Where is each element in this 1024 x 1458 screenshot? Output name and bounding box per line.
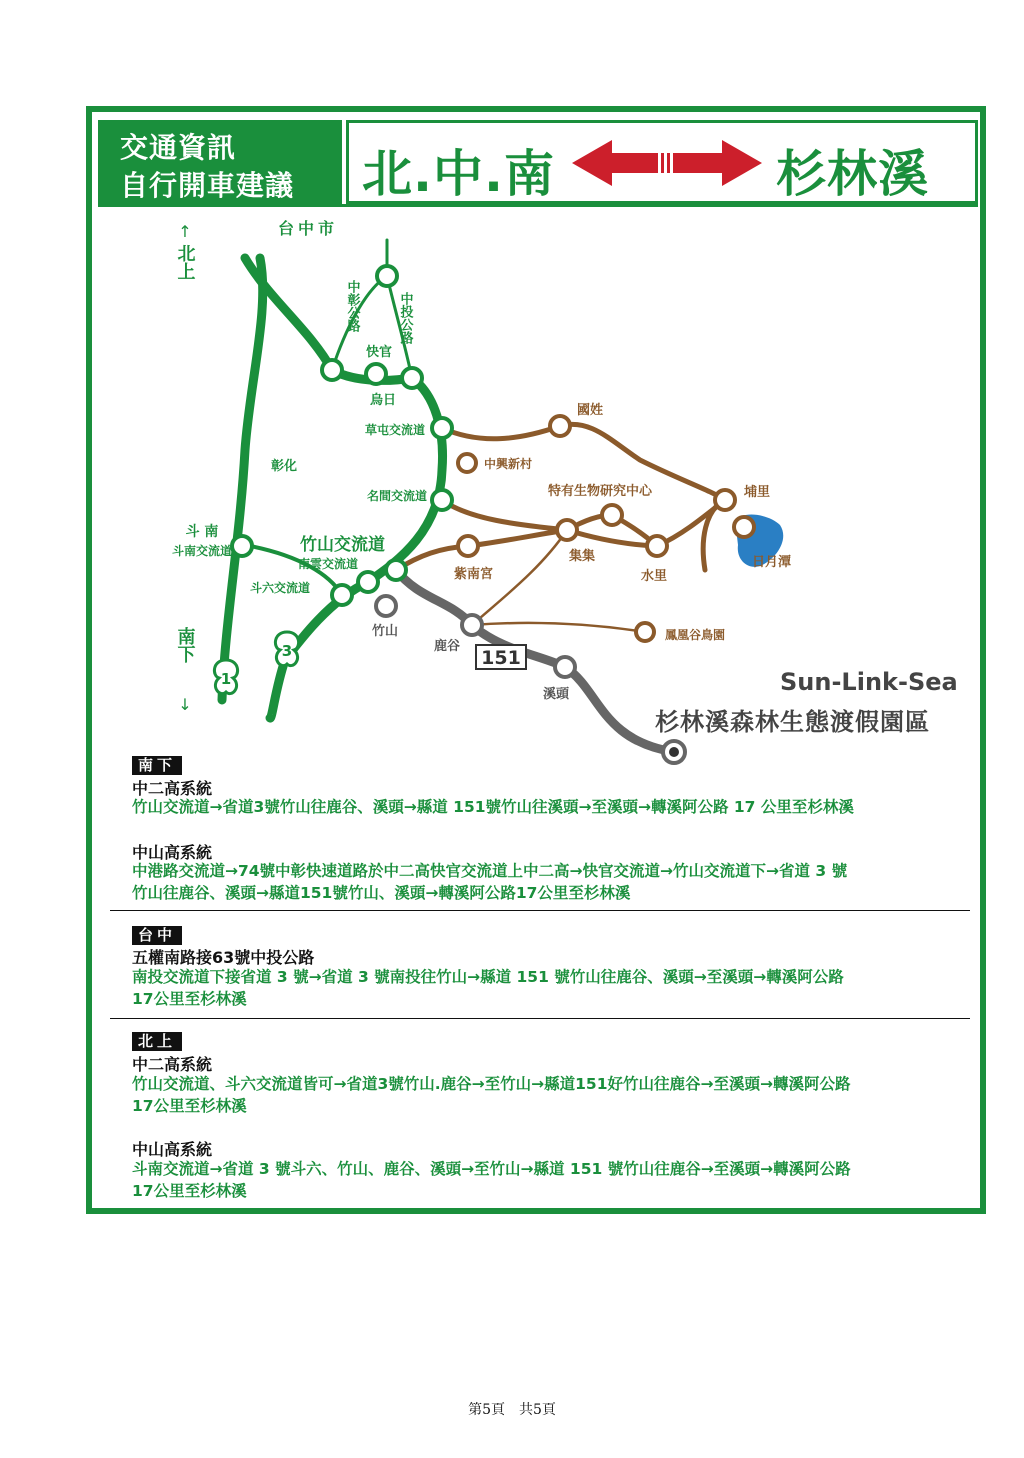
node-dounan <box>232 536 252 556</box>
label-changhua: 彰化 <box>270 459 298 474</box>
road-151-label: 151 <box>481 647 521 669</box>
section-taichung-item1-line1: 南投交流道下接省道 3 號→省道 3 號南投往竹山→縣道 151 號竹山往鹿谷、溪頭→至溪頭→轉溪阿公路 <box>132 968 844 986</box>
south-label: 南下 <box>174 627 196 663</box>
section-north <box>132 1031 182 1051</box>
node-kuaiguan <box>366 364 386 384</box>
label-biology-center: 特有生物研究中心 <box>548 484 653 499</box>
node-guoxing <box>550 416 570 436</box>
brand-english: Sun-Link-Sea <box>780 668 958 696</box>
label-zinangong: 紫南宮 <box>454 567 494 582</box>
node-phoenix <box>636 623 654 641</box>
section-south-tag: 南下 <box>132 756 182 775</box>
section-taichung-item1-line2: 17公里至杉林溪 <box>132 990 247 1008</box>
node-biology <box>602 505 622 525</box>
label-wuri: 烏日 <box>369 393 397 408</box>
label-sun-moon-lake: 日月潭 <box>752 555 792 570</box>
node-zinangong <box>458 536 478 556</box>
node-douliu <box>332 585 352 605</box>
node-top <box>377 266 397 286</box>
label-mingjian-ic: 名間交流道 <box>366 489 427 503</box>
node-zhushan <box>376 596 396 616</box>
section-south <box>132 755 182 775</box>
label-taichung: 台中市 <box>277 219 339 238</box>
hw3-shield-icon <box>275 632 298 666</box>
label-xitou: 溪頭 <box>542 687 570 702</box>
brand-chinese: 杉林溪森林生態渡假園區 <box>655 708 930 736</box>
section-north-item1-title: 中二高系統 <box>132 1055 213 1074</box>
label-nanyun-ic: 南雲交流道 <box>298 557 359 571</box>
label-dounan-ic: 斗南交流道 <box>171 544 233 558</box>
node-shuili <box>647 536 667 556</box>
header-title-line1: 交通資訊 <box>120 131 237 164</box>
header-divider <box>98 204 978 207</box>
section-south-item1-line1: 竹山交流道→省道3號竹山往鹿谷、溪頭→縣道 151號竹山往溪頭→至溪頭→轉溪阿公路 17 公里至杉林溪 <box>132 798 854 816</box>
node-jiji <box>557 520 577 540</box>
node-mingjian <box>432 490 452 510</box>
header-title-line2: 自行開車建議 <box>120 169 295 202</box>
node-sunmoon <box>734 517 754 537</box>
section-taichung-item1-title: 五權南路接63號中投公路 <box>132 948 315 967</box>
section-north-item2-title: 中山高系統 <box>132 1140 213 1159</box>
header-to: 杉林溪 <box>776 145 929 203</box>
node-lugu <box>462 615 482 635</box>
section-divider-2 <box>110 1018 970 1019</box>
section-taichung-tag: 台中 <box>132 926 182 945</box>
hw1-label: 1 <box>220 670 232 688</box>
header-from: 北.中.南 <box>362 145 555 203</box>
label-zhushan-ic: 竹山交流道 <box>300 535 385 555</box>
north-label: 北上 <box>174 244 196 280</box>
page-footer: 第5頁 共5頁 <box>468 1402 556 1418</box>
brown-thin-roads <box>472 530 645 632</box>
label-phoenix-park: 鳳凰谷鳥園 <box>665 628 726 642</box>
node-nanyun <box>358 572 378 592</box>
label-caotun-ic: 草屯交流道 <box>364 423 425 437</box>
hw1-shield-icon <box>214 660 237 694</box>
label-puli: 埔里 <box>744 485 771 500</box>
section-taichung <box>132 925 182 945</box>
double-arrow-icon <box>572 138 762 188</box>
label-lugu: 鹿谷 <box>433 639 461 654</box>
label-zhongxing: 中興新村 <box>484 457 533 471</box>
section-north-item2-line1: 斗南交流道→省道 3 號斗六、竹山、鹿谷、溪頭→至竹山→縣道 151 號竹山往鹿谷→至溪頭→轉溪阿公路 <box>132 1160 851 1178</box>
south-arrow-icon: ↓ <box>178 695 192 714</box>
node-wuri <box>402 368 422 388</box>
node-caotun <box>432 418 452 438</box>
section-south-item1-title: 中二高系統 <box>132 779 213 798</box>
section-south-item2-line2: 竹山往鹿谷、溪頭→縣道151號竹山、溪頭→轉溪阿公路17公里至杉林溪 <box>132 884 631 902</box>
north-arrow-icon: ↑ <box>178 222 192 241</box>
hw3-label: 3 <box>281 642 293 660</box>
label-douliu-ic: 斗六交流道 <box>250 581 311 595</box>
node-xitou <box>555 657 575 677</box>
road-151 <box>396 570 674 752</box>
section-south-item2-title: 中山高系統 <box>132 843 213 862</box>
label-zhongzhang-road: 中彰公路 <box>344 280 360 332</box>
label-dounan: 斗 南 <box>185 524 219 540</box>
label-shuili: 水里 <box>641 569 668 584</box>
label-guoxing: 國姓 <box>577 403 604 418</box>
section-north-item1-line1: 竹山交流道、斗六交流道皆可→省道3號竹山.鹿谷→至竹山→縣道151好竹山往鹿谷→至溪頭→轉溪阿公路 <box>132 1075 851 1093</box>
section-north-item2-line2: 17公里至杉林溪 <box>132 1182 247 1200</box>
header-info-box <box>98 120 342 204</box>
label-kuaiguan: 快官 <box>365 345 393 360</box>
label-jiji: 集集 <box>569 549 596 564</box>
section-south-item2-line1: 中港路交流道→74號中彰快速道路於中二高快官交流道上中二高→快官交流道→竹山交流道下→省道 3 號 <box>132 862 848 880</box>
section-north-tag: 北上 <box>132 1032 182 1051</box>
label-zhushan: 竹山 <box>371 624 399 639</box>
node-zhushan-ic <box>386 560 406 580</box>
label-zhongtou-road: 中投公路 <box>397 292 413 344</box>
section-divider-1 <box>110 910 970 911</box>
section-north-item1-line2: 17公里至杉林溪 <box>132 1097 247 1115</box>
node-kuaiguan-left <box>322 360 342 380</box>
node-puli <box>715 490 735 510</box>
node-zhongxing <box>458 454 476 472</box>
